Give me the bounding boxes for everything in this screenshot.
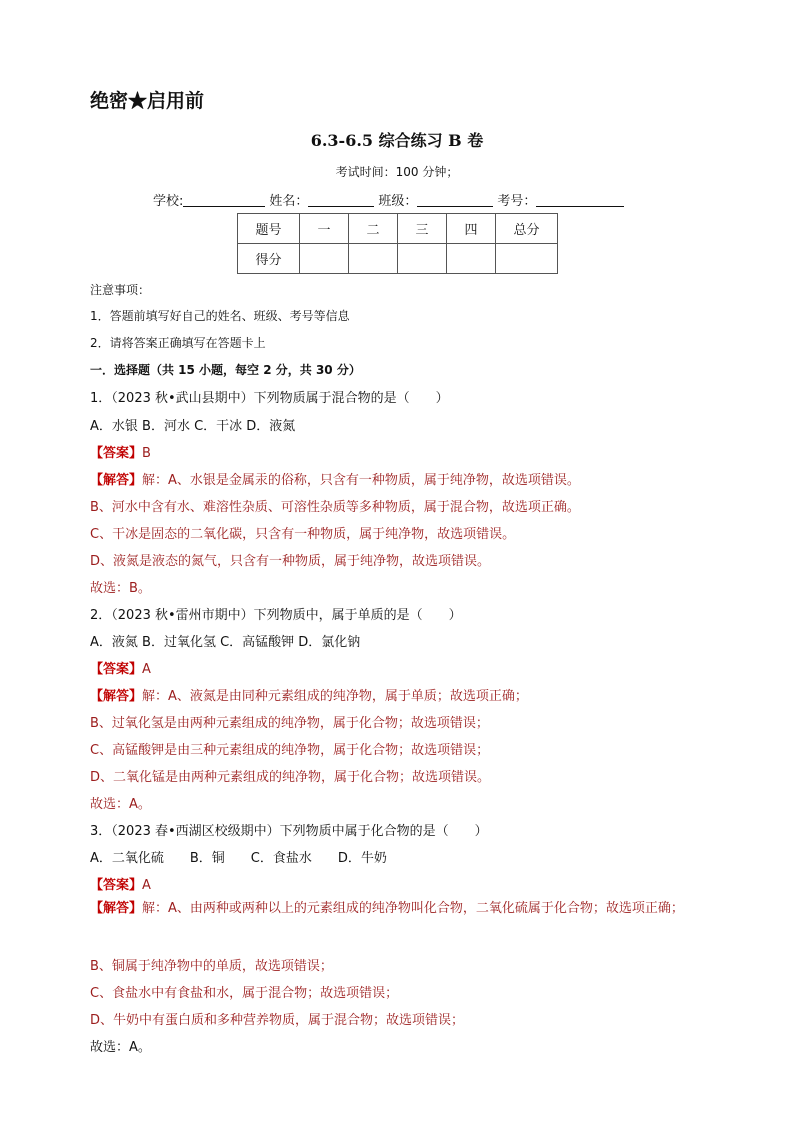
q2-analysis-4: D、二氧化锰是由两种元素组成的纯净物，属于化合物；故选项错误。 — [90, 770, 491, 785]
q3-analysis-4: D、牛奶中有蛋白质和多种营养物质，属于混合物；故选项错误； — [90, 1013, 465, 1028]
q2-conclusion: 故选：A。 — [90, 797, 151, 812]
score-header-cell: 一 — [300, 214, 349, 244]
analysis-label: 【解答】 — [90, 689, 143, 704]
name-label: 姓名： — [269, 194, 309, 209]
q1-analysis-4: D、液氮是液态的氮气，只含有一种物质，属于纯净物，故选项错误。 — [90, 554, 491, 569]
q1-answer — [90, 442, 151, 461]
q1-analysis-3: C、干冰是固态的二氧化碳，只含有一种物质，属于纯净物，故选项错误。 — [90, 527, 516, 542]
answer-label: 【答案】 — [90, 446, 143, 461]
q2-analysis-text: 解：A、液氮是由同种元素组成的纯净物，属于单质；故选项正确； — [142, 689, 528, 704]
q1-options: A．水银 B．河水 C．干冰 D．液氮 — [90, 419, 296, 434]
page-title: 6.3-6.5 综合练习 B 卷 — [310, 131, 484, 150]
q3-analysis-text: 解：A、由两种或两种以上的元素组成的纯净物叫化合物，二氧化硫属于化合物；故选项正确； — [142, 901, 684, 916]
q1-analysis-text: 解：A、水银是金属汞的俗称，只含有一种物质，属于纯净物，故选项错误。 — [142, 473, 580, 488]
school-blank — [183, 192, 265, 207]
q3-analysis-2: B、铜属于纯净物中的单质，故选项错误； — [90, 959, 333, 974]
section-1-heading: 一．选择题（共 15 小题，每空 2 分，共 30 分） — [90, 363, 361, 377]
name-blank — [308, 192, 374, 207]
q2-answer-value: A — [142, 662, 151, 677]
q3-analysis-3: C、食盐水中有食盐和水，属于混合物；故选项错误； — [90, 986, 399, 1001]
score-header-cell: 四 — [447, 214, 496, 244]
score-header-cell: 二 — [349, 214, 398, 244]
number-label: 考号： — [497, 194, 537, 209]
score-header-cell: 三 — [398, 214, 447, 244]
answer-label: 【答案】 — [90, 878, 143, 893]
secret-mark: 绝密★启用前 — [90, 90, 205, 112]
q2-analysis-2: B、过氧化氢是由两种元素组成的纯净物，属于化合物；故选项错误； — [90, 716, 489, 731]
score-cell — [398, 244, 447, 274]
analysis-label: 【解答】 — [90, 473, 143, 488]
q3-conclusion: 故选：A。 — [90, 1040, 151, 1055]
score-cell — [496, 244, 558, 274]
q3-options: A．二氧化硫 B．铜 C．食盐水 D．牛奶 — [90, 851, 387, 866]
q3-analysis-1 — [90, 895, 702, 922]
score-header-cell: 题号 — [238, 214, 300, 244]
notes-title: 注意事项： — [90, 283, 151, 297]
exam-time: 考试时间：100 分钟； — [335, 165, 459, 179]
score-table-header-row — [238, 214, 558, 244]
notes-item-1: 1．答题前填写好自己的姓名、班级、考号等信息 — [90, 309, 350, 323]
class-label: 班级： — [378, 194, 418, 209]
score-cell — [447, 244, 496, 274]
q1-analysis-1 — [90, 469, 580, 488]
school-label: 学校: — [153, 194, 184, 209]
q2-answer — [90, 658, 151, 677]
score-cell — [349, 244, 398, 274]
q2-analysis-1 — [90, 685, 528, 704]
score-table — [237, 213, 558, 274]
number-blank — [536, 192, 624, 207]
score-cell — [300, 244, 349, 274]
q3-answer-value: A — [142, 878, 151, 893]
student-info-line — [153, 190, 628, 209]
q1-analysis-2: B、河水中含有水、难溶性杂质、可溶性杂质等多种物质，属于混合物，故选项正确。 — [90, 500, 580, 515]
q3-answer — [90, 874, 151, 893]
answer-label: 【答案】 — [90, 662, 143, 677]
score-header-cell: 总分 — [496, 214, 558, 244]
class-blank — [417, 192, 493, 207]
q2-stem: 2．（2023 秋•雷州市期中）下列物质中，属于单质的是（ ） — [90, 608, 462, 623]
score-table-score-row — [238, 244, 558, 274]
q2-options: A．液氮 B．过氧化氢 C．高锰酸钾 D．氯化钠 — [90, 635, 361, 650]
notes-item-2: 2．请将答案正确填写在答题卡上 — [90, 336, 266, 350]
q1-answer-value: B — [142, 446, 151, 461]
q2-analysis-3: C、高锰酸钾是由三种元素组成的纯净物，属于化合物；故选项错误； — [90, 743, 490, 758]
q3-stem: 3．（2023 春•西湖区校级期中）下列物质中属于化合物的是（ ） — [90, 824, 488, 839]
analysis-label: 【解答】 — [90, 901, 143, 916]
q1-stem: 1．（2023 秋•武山县期中）下列物质属于混合物的是（ ） — [90, 391, 449, 406]
q1-conclusion: 故选：B。 — [90, 581, 151, 596]
score-row-label: 得分 — [238, 244, 300, 274]
